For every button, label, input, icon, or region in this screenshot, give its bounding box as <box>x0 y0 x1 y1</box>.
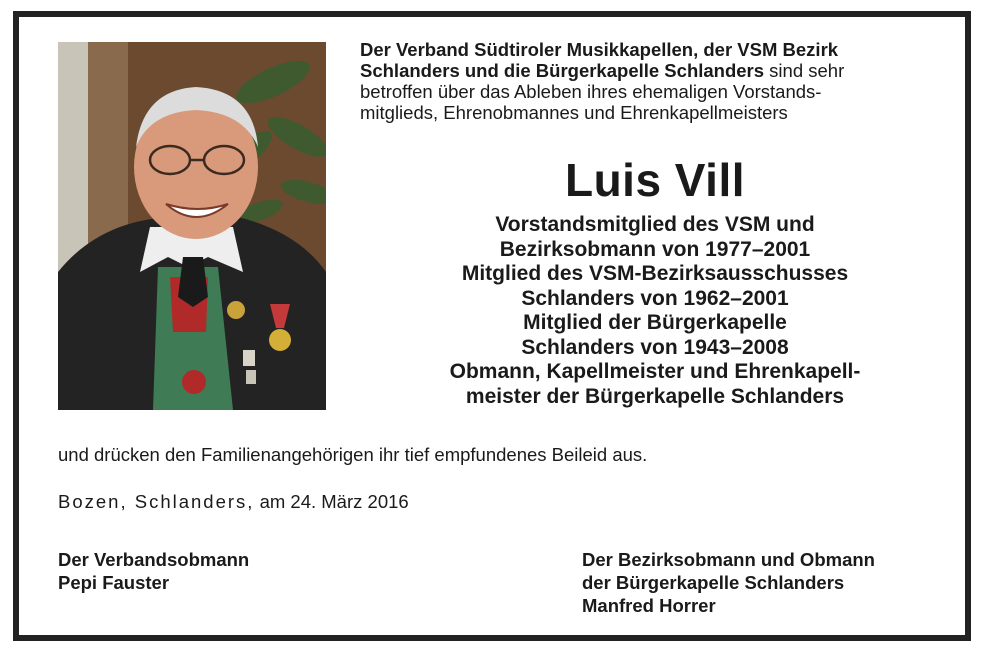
portrait-photo <box>58 42 326 410</box>
signature-right-title-1: Der Bezirksobmann und Obmann <box>582 549 875 570</box>
intro-line-2-rest: sind sehr <box>764 60 845 81</box>
role-line: Mitglied der Bürgerkapelle <box>523 311 787 334</box>
intro-line-3: betroffen über das Ableben ihres ehemaligen Vorstands- <box>360 81 822 102</box>
place-date <box>58 490 409 514</box>
signature-right <box>582 548 875 617</box>
intro-text <box>360 39 950 123</box>
signature-left-title: Der Verbandsobmann <box>58 549 250 570</box>
signature-right-name: Manfred Horrer <box>582 595 716 616</box>
role-line: Obmann, Kapellmeister und Ehrenkapell- <box>449 360 861 383</box>
date-text: am 24. März 2016 <box>259 491 409 512</box>
roles-list <box>360 213 950 409</box>
role-line: Mitglied des VSM-Bezirksausschusses <box>461 262 849 285</box>
place-text: Bozen, Schlanders, <box>58 491 255 512</box>
signature-left-name: Pepi Fauster <box>58 572 170 593</box>
signature-right-title-2: der Bürgerkapelle Schlanders <box>582 572 845 593</box>
role-line: Vorstandsmitglied des VSM und <box>495 213 815 236</box>
obituary-frame <box>13 11 971 641</box>
role-line: Schlanders von 1962–2001 <box>521 286 789 310</box>
signature-left <box>58 548 249 594</box>
role-line: Schlanders von 1943–2008 <box>521 335 789 359</box>
role-line: meister der Bürgerkapelle Schlanders <box>465 384 845 408</box>
intro-line-2-bold: Schlanders und die Bürgerkapelle Schlanders <box>360 60 765 81</box>
condolence-text: und drücken den Familienangehörigen ihr tief empfundenes Beileid aus. <box>58 444 648 465</box>
intro-line-4: mitglieds, Ehrenobmannes und Ehrenkapellmeisters <box>360 102 788 123</box>
role-line: Bezirksobmann von 1977–2001 <box>499 237 811 261</box>
deceased-name: Luis Vill <box>564 154 746 206</box>
intro-line-1: Der Verband Südtiroler Musikkapellen, der VSM Bezirk <box>360 39 839 60</box>
